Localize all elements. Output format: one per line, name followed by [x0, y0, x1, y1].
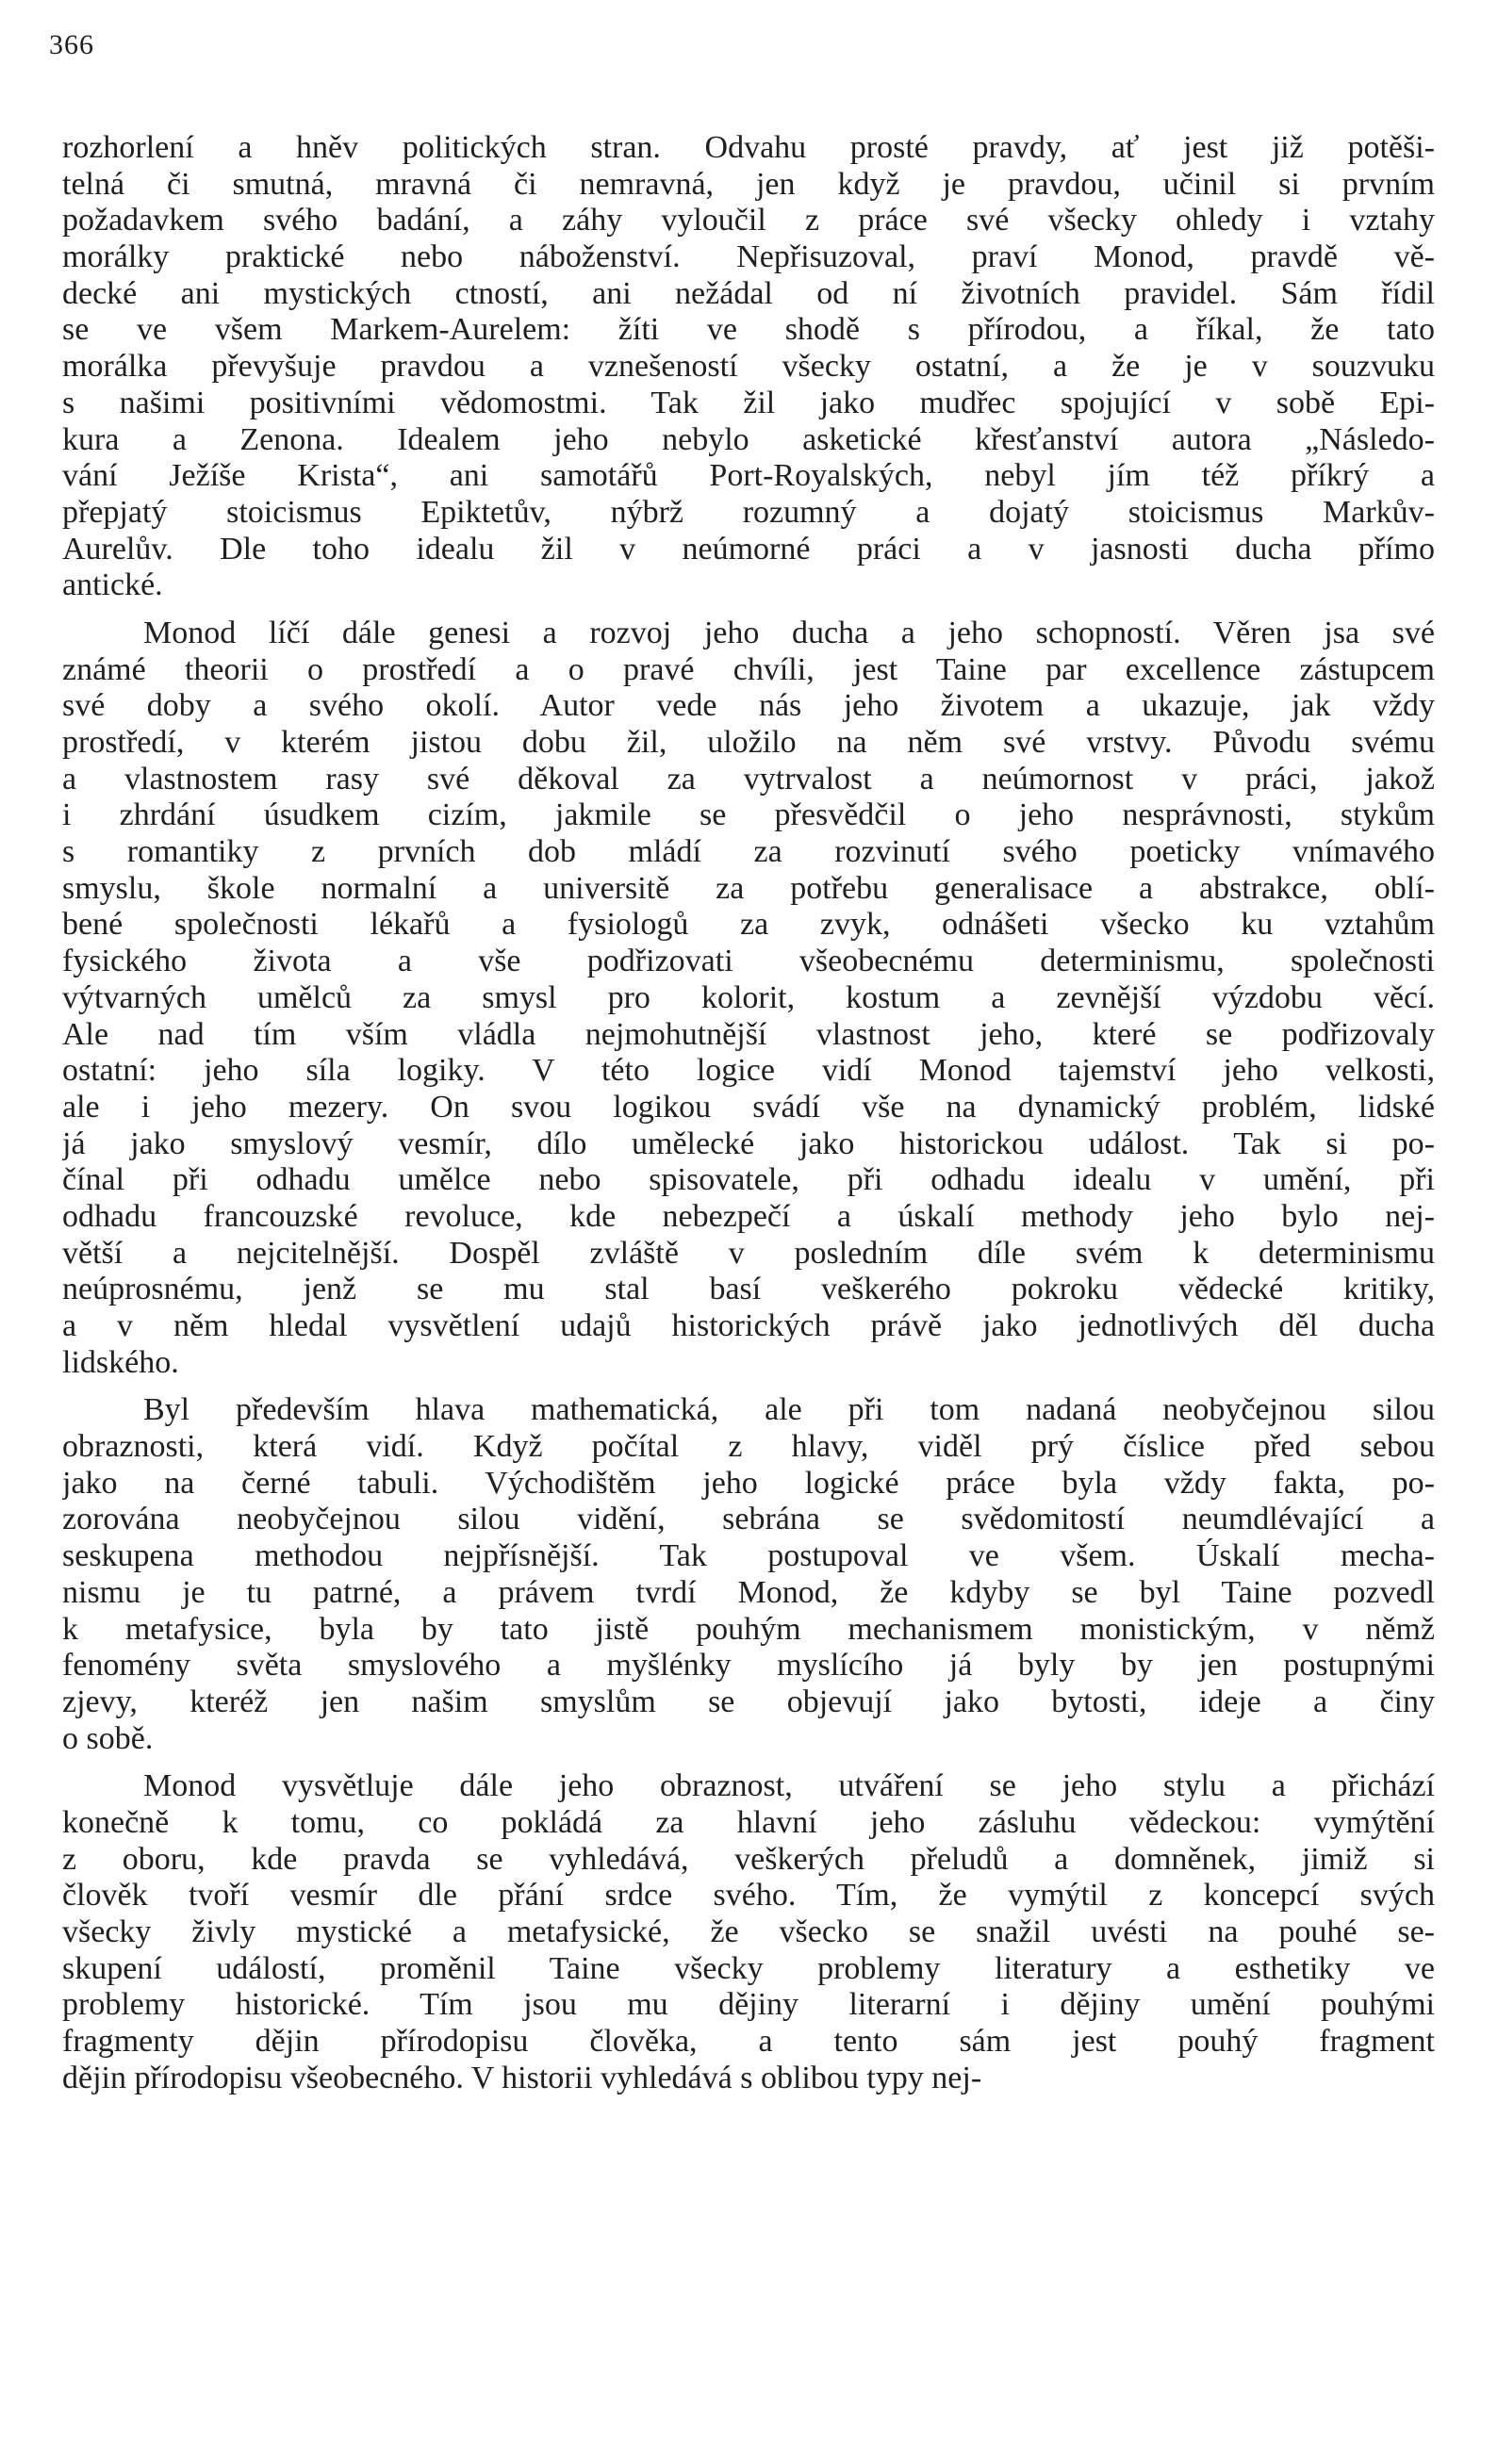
text-line: Monod líčí dále genesi a rozvoj jeho ducha a jeho schopností. Věren jsa své [143, 615, 1435, 650]
text-line: morálky praktické nebo náboženství. Nepřisuzoval, praví Monod, pravdě vě- [62, 239, 1435, 275]
text-line: své doby a svého okolí. Autor vede nás jeho životem a ukazuje, jak vždy [62, 688, 1435, 724]
text-line: dějin přírodopisu všeobecného. V historii vyhledává s oblibou typy nej- [62, 2060, 982, 2095]
text-line: odhadu francouzské revoluce, kde nebezpečí a úskalí methody jeho bylo nej- [62, 1198, 1435, 1234]
text-line: decké ani mystických ctností, ani nežádal od ní životních pravidel. Sám řídil [62, 275, 1435, 311]
text-line: rozhorlení a hněv politických stran. Odvahu prosté pravdy, ať jest již potěši- [62, 130, 1435, 165]
paragraph [62, 1768, 1435, 2096]
text-line: já jako smyslový vesmír, dílo umělecké jako historickou událost. Tak si po- [62, 1125, 1435, 1161]
text-line: kura a Zenona. Idealem jeho nebylo asketické křesťanství autora „Následo- [62, 421, 1435, 457]
text-line: a v něm hledal vysvětlení udajů historických právě jako jednotlivých děl ducha [62, 1308, 1435, 1343]
text-line: smyslu, škole normalní a universitě za potřebu generalisace a abstrakce, oblí- [62, 870, 1435, 906]
text-line: a vlastnostem rasy své děkoval za vytrvalost a neúmornost v práci, jakož [62, 761, 1435, 797]
paragraph-gap [62, 1381, 1435, 1392]
text-line: prostředí, v kterém jistou dobu žil, uložilo na něm své vrstvy. Původu svému [62, 725, 1435, 760]
text-line: s našimi positivními vědomostmi. Tak žil jako mudřec spojující v sobě Epi- [62, 385, 1435, 420]
text-line: bené společnosti lékařů a fysiologů za zvyk, odnášeti všecko ku vztahům [62, 907, 1435, 943]
text-line: Byl především hlava mathematická, ale při tom nadaná neobyčejnou silou [143, 1392, 1435, 1428]
text-line: přepjatý stoicismus Epiktetův, nýbrž rozumný a dojatý stoicismus Markův- [62, 494, 1435, 530]
paragraph-gap [62, 1757, 1435, 1768]
text-line: všecky živly mystické a metafysické, že všecko se snažil uvésti na pouhé se- [62, 1914, 1435, 1949]
text-line: nismu je tu patrné, a právem tvrdí Monod, že kdyby se byl Taine pozvedl [62, 1574, 1435, 1610]
text-line: antické. [62, 567, 163, 603]
text-line: telná či smutná, mravná či nemravná, jen když je pravdou, učinil si prvním [62, 166, 1435, 202]
text-line: Ale nad tím vším vládla nejmohutnější vlastnost jeho, které se podřizovaly [62, 1016, 1435, 1052]
text-line: fysického života a vše podřizovati všeobecnému determinismu, společnosti [62, 944, 1435, 979]
text-line: člověk tvoří vesmír dle přání srdce svého. Tím, že vymýtil z koncepcí svých [62, 1878, 1435, 1914]
text-line: fragmenty dějin přírodopisu člověka, a tento sám jest pouhý fragment [62, 2024, 1435, 2060]
text-line: výtvarných umělců za smysl pro kolorit, kostum a zevnější výzdobu věcí. [62, 979, 1435, 1015]
text-line: konečně k tomu, co pokládá za hlavní jeho zásluhu vědeckou: vymýtění [62, 1804, 1435, 1840]
text-line: k metafysice, byla by tato jistě pouhým mechanismem monistickým, v němž [62, 1611, 1435, 1647]
text-line: ale i jeho mezery. On svou logikou svádí vše na dynamický problém, lidské [62, 1089, 1435, 1125]
text-line: lidského. [62, 1344, 179, 1380]
text-line: i zhrdání úsudkem cizím, jakmile se přesvědčil o jeho nesprávnosti, stykům [62, 797, 1435, 833]
text-line: seskupena methodou nejpřísnější. Tak postupoval ve všem. Úskalí mecha- [62, 1538, 1435, 1574]
text-line: Aurelův. Dle toho idealu žil v neúmorné práci a v jasnosti ducha přímo [62, 531, 1435, 567]
text-line: požadavkem svého badání, a záhy vyloučil z práce své všecky ohledy i vztahy [62, 203, 1435, 238]
paragraph [62, 616, 1435, 1381]
text-line: známé theorii o prostředí a o pravé chvíli, jest Taine par excellence zástupcem [62, 651, 1435, 687]
text-line: problemy historické. Tím jsou mu dějiny literarní i dějiny umění pouhými [62, 1987, 1435, 2023]
text-line: zorována neobyčejnou silou vidění, sebrána se svědomitostí neumdlévající a [62, 1502, 1435, 1537]
text-line: větší a nejcitelnější. Dospěl zvláště v posledním díle svém k determinismu [62, 1235, 1435, 1271]
paragraph-gap [62, 604, 1435, 616]
text-line: s romantiky z prvních dob mládí za rozvinutí svého poeticky vnímavého [62, 834, 1435, 870]
text-line: neúprosnému, jenž se mu stal basí veškerého pokroku vědecké kritiky, [62, 1272, 1435, 1307]
page-number: 366 [49, 29, 94, 60]
text-line: zjevy, kteréž jen našim smyslům se objevují jako bytosti, ideje a činy [62, 1684, 1435, 1719]
paragraph [62, 1392, 1435, 1757]
text-line: ostatní: jeho síla logiky. V této logice vidí Monod tajemství jeho velkosti, [62, 1053, 1435, 1089]
text-line: čínal při odhadu umělce nebo spisovatele, při odhadu idealu v umění, při [62, 1162, 1435, 1198]
text-line: skupení událostí, proměnil Taine všecky problemy literatury a esthetiky ve [62, 1950, 1435, 1986]
text-line: obraznosti, která vidí. Když počítal z hlavy, viděl prý číslice před sebou [62, 1429, 1435, 1465]
text-line: jako na černé tabuli. Východištěm jeho logické práce byla vždy fakta, po- [62, 1465, 1435, 1501]
text-line: z oboru, kde pravda se vyhledává, veškerých přeludů a domněnek, jimiž si [62, 1841, 1435, 1877]
text-line: Monod vysvětluje dále jeho obraznost, utváření se jeho stylu a přichází [143, 1768, 1435, 1804]
text-line: se ve všem Markem-Aurelem: žíti ve shodě s přírodou, a říkal, že tato [62, 312, 1435, 348]
text-line: fenomény světa smyslového a myšlénky myslícího já byly by jen postupnými [62, 1648, 1435, 1684]
body-text [62, 130, 1435, 2096]
text-line: morálka převyšuje pravdou a vznešeností všecky ostatní, a že je v souzvuku [62, 349, 1435, 385]
text-line: o sobě. [62, 1720, 154, 1756]
paragraph [62, 130, 1435, 604]
text-line: vání Ježíše Krista“, ani samotářů Port-Royalských, nebyl jím též příkrý a [62, 458, 1435, 494]
